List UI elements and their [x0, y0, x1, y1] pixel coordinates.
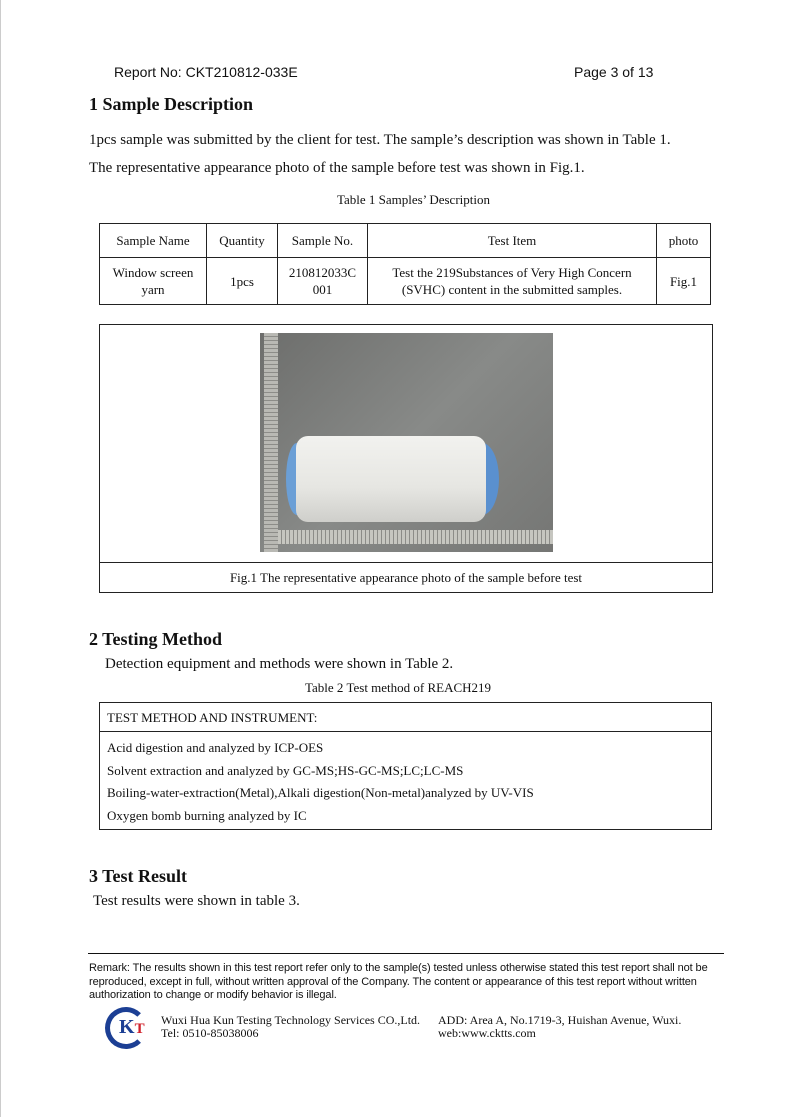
cell: Window screen yarn	[100, 258, 207, 305]
ckt-logo: KT	[105, 1007, 149, 1047]
company-web: web:www.cktts.com	[438, 1026, 536, 1040]
method-item: Boiling-water-extraction(Metal),Alkali digestion(Non-metal)analyzed by UV-VIS	[107, 785, 534, 800]
ruler-vertical	[264, 333, 278, 552]
section-2-title: 2 Testing Method	[89, 629, 223, 649]
header-cell: Sample No.	[278, 224, 368, 258]
section-3-para: Test results were shown in table 3.	[93, 893, 300, 909]
cell: Test the 219Substances of Very High Concern (SVHC) content in the submitted samples.	[368, 258, 657, 305]
company-name: Wuxi Hua Kun Testing Technology Services CO.,Ltd.	[161, 1013, 421, 1027]
page-number: Page 3 of 13	[574, 64, 654, 80]
header-cell: TEST METHOD AND INSTRUMENT:	[100, 703, 712, 732]
cell: 1pcs	[207, 258, 278, 305]
table-header-row	[100, 224, 711, 258]
section-1-para-1: 1pcs sample was submitted by the client for test. The sample’s description was shown in Table 1.	[89, 132, 671, 148]
header-cell: Test Item	[368, 224, 657, 258]
ruler-horizontal	[278, 530, 553, 544]
company-info	[161, 1014, 420, 1040]
section-2-para: Detection equipment and methods were shown in Table 2.	[105, 656, 454, 672]
section-1-para-2: The representative appearance photo of the sample before test was shown in Fig.1.	[89, 160, 585, 176]
methods-cell	[100, 732, 712, 830]
figure-box	[99, 324, 713, 593]
company-address: ADD: Area A, No.1719-3, Huishan Avenue, Wuxi.	[438, 1013, 682, 1027]
table-row	[100, 258, 711, 305]
method-item: Solvent extraction and analyzed by GC-MS;HS-GC-MS;LC;LC-MS	[107, 762, 464, 778]
header-cell: Sample Name	[100, 224, 207, 258]
section-3-title: 3 Test Result	[89, 866, 188, 886]
method-item: Oxygen bomb burning analyzed by IC	[107, 807, 307, 823]
method-item: Acid digestion and analyzed by ICP-OES	[107, 740, 324, 755]
sample-photo	[260, 333, 553, 552]
footer-divider	[88, 953, 724, 954]
yarn-spool	[296, 436, 486, 522]
company-contact	[438, 1014, 681, 1040]
header-cell: Quantity	[207, 224, 278, 258]
header-cell: photo	[657, 224, 711, 258]
section-1-title: 1 Sample Description	[89, 94, 253, 114]
report-number: Report No: CKT210812-033E	[114, 64, 298, 80]
cell: Fig.1	[657, 258, 711, 305]
table-1-caption: Table 1 Samples’ Description	[336, 192, 490, 207]
cell: 210812033C 001	[278, 258, 368, 305]
test-method-table	[99, 702, 712, 830]
figure-caption: Fig.1 The representative appearance photo of the sample before test	[100, 562, 712, 593]
table-2-caption: Table 2 Test method of REACH219	[305, 680, 492, 695]
company-tel: Tel: 0510-85038006	[161, 1026, 259, 1040]
footer-remark: Remark: The results shown in this test report refer only to the sample(s) tested unless otherwise stated this test report shall not be reproduced, except in full, without written approval of the Company. The content or appearance of this test report without written authorization to change or modify behavior is illegal.	[89, 962, 708, 1001]
samples-table	[99, 223, 711, 305]
